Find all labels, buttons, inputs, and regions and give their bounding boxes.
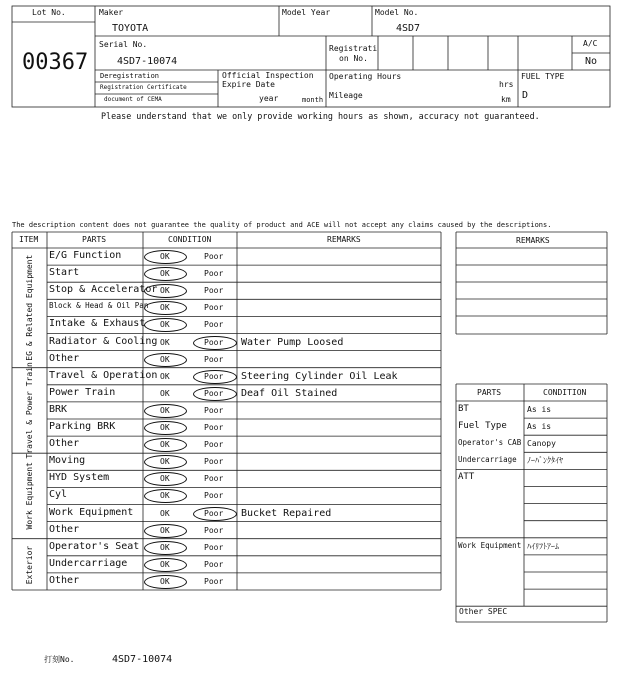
- part-name: Radiator & Cooling: [49, 335, 158, 347]
- registration-label-2: on No.: [339, 54, 368, 63]
- condition-poor[interactable]: Poor: [204, 405, 224, 415]
- parts-col-header: PARTS: [477, 388, 502, 397]
- model-no-value: 4SD7: [396, 23, 421, 34]
- condition-value: ﾊｲﾘﾌﾄｱｰﾑ: [527, 541, 559, 551]
- condition-poor[interactable]: Poor: [204, 388, 224, 398]
- part-label: ATT: [458, 472, 475, 483]
- condition-value: As is: [527, 405, 552, 414]
- right-remarks-title: REMARKS: [516, 236, 550, 245]
- part-name: Other: [49, 574, 80, 586]
- condition-col-header: CONDITION: [543, 388, 587, 397]
- condition-poor[interactable]: Poor: [204, 525, 224, 535]
- condition-poor[interactable]: Poor: [204, 559, 224, 569]
- condition-ok[interactable]: OK: [160, 405, 170, 415]
- condition-poor[interactable]: Poor: [204, 542, 224, 552]
- engine-no-label: 打刻No.: [44, 655, 75, 664]
- engine-no-value: 4SD7-10074: [112, 654, 173, 665]
- condition-ok[interactable]: OK: [160, 542, 170, 552]
- ac-label: A/C: [583, 39, 598, 48]
- part-name: Start: [49, 267, 80, 279]
- inspection-label-1: Official Inspection: [222, 71, 314, 80]
- maker-value: TOYOTA: [112, 23, 149, 34]
- condition-ok[interactable]: OK: [160, 576, 170, 586]
- part-label: Fuel Type: [458, 421, 507, 432]
- condition-poor[interactable]: Poor: [204, 337, 224, 347]
- condition-value: Canopy: [527, 439, 556, 449]
- condition-ok[interactable]: OK: [160, 508, 170, 518]
- condition-ok[interactable]: OK: [160, 474, 170, 484]
- condition-ok[interactable]: OK: [160, 423, 170, 432]
- condition-ok[interactable]: OK: [160, 303, 170, 313]
- condition-poor[interactable]: Poor: [204, 474, 224, 484]
- condition-poor[interactable]: Poor: [204, 491, 224, 501]
- remarks-text: Bucket Repaired: [241, 507, 332, 519]
- condition-poor[interactable]: Poor: [204, 269, 224, 279]
- lot-label: Lot No.: [32, 8, 66, 17]
- model-no-label: Model No.: [375, 8, 419, 17]
- inspection-label-2: Expire Date: [222, 80, 275, 89]
- km-label: km: [501, 95, 511, 104]
- part-label: Undercarriage: [458, 455, 517, 465]
- condition-poor[interactable]: Poor: [204, 354, 224, 364]
- disclaimer: The description content does not guarantee the quality of product and ACE will not accept any claims caused by the descriptions.: [12, 221, 552, 229]
- condition-ok[interactable]: OK: [160, 269, 170, 279]
- condition-poor[interactable]: Poor: [204, 576, 224, 586]
- condition-ok[interactable]: OK: [160, 337, 170, 347]
- condition-poor[interactable]: Poor: [204, 440, 224, 450]
- condition-poor[interactable]: Poor: [204, 303, 224, 313]
- ac-value: No: [585, 56, 598, 67]
- lot-number: 00367: [22, 50, 89, 75]
- part-name: Operator's Seat: [49, 540, 140, 552]
- remarks-text: Water Pump Loosed: [241, 336, 344, 348]
- part-name: Undercarriage: [49, 557, 128, 569]
- other-spec-label: Other SPEC: [459, 607, 508, 616]
- group-label: Work Equipment: [24, 462, 34, 530]
- condition-poor[interactable]: Poor: [204, 286, 224, 296]
- part-label: Operator's CAB: [458, 438, 522, 448]
- fuel-type-value: D: [522, 90, 529, 101]
- condition-ok[interactable]: OK: [160, 371, 170, 381]
- hrs-label: hrs: [499, 80, 514, 89]
- condition-poor[interactable]: Poor: [204, 508, 224, 518]
- serial-label: Serial No.: [99, 40, 148, 49]
- remarks-text: Steering Cylinder Oil Leak: [241, 370, 398, 382]
- mileage-label: Mileage: [329, 91, 363, 100]
- condition-poor[interactable]: Poor: [204, 252, 224, 261]
- month-label: month: [302, 96, 324, 104]
- hours-note: Please understand that we only provide working hours as shown, accuracy not guaranteed.: [101, 111, 540, 121]
- condition-ok[interactable]: OK: [160, 525, 170, 535]
- condition-ok[interactable]: OK: [160, 491, 170, 501]
- maker-label: Maker: [99, 8, 124, 17]
- part-name: Other: [49, 438, 80, 450]
- part-label: BT: [458, 404, 469, 414]
- registration-cert-label: Registration Certificate: [100, 84, 187, 91]
- condition-ok[interactable]: OK: [160, 388, 170, 398]
- part-label: Work Equipment: [458, 540, 522, 550]
- part-name: BRK: [49, 403, 68, 415]
- part-name: Travel & Operation: [49, 369, 158, 381]
- year-label: year: [259, 94, 279, 103]
- part-name: Other: [49, 352, 80, 364]
- condition-poor[interactable]: Poor: [204, 423, 224, 432]
- col-condition-header: CONDITION: [168, 235, 212, 244]
- condition-ok[interactable]: OK: [160, 354, 170, 364]
- part-name: HYD System: [49, 472, 110, 484]
- part-name: Other: [49, 523, 80, 535]
- col-item-header: ITEM: [19, 235, 39, 244]
- model-year-label: Model Year: [282, 8, 331, 17]
- col-remarks-header: REMARKS: [327, 235, 361, 244]
- part-name: Block & Head & Oil Pan: [49, 301, 149, 311]
- condition-value: ﾉｰﾊﾞﾝｸﾀｲﾔ: [527, 456, 563, 466]
- condition-poor[interactable]: Poor: [204, 457, 224, 467]
- operating-hours-label: Operating Hours: [329, 72, 402, 81]
- part-name: Cyl: [49, 489, 68, 501]
- group-label: EG & Related Equipment: [24, 254, 34, 361]
- serial-value: 4SD7-10074: [117, 56, 178, 67]
- condition-ok[interactable]: OK: [160, 457, 170, 467]
- part-name: Stop & Accelerator: [49, 284, 158, 296]
- remarks-text: Deaf Oil Stained: [241, 387, 338, 399]
- col-parts-header: PARTS: [82, 235, 107, 244]
- part-name: Work Equipment: [49, 506, 134, 518]
- group-label: Travel & Power Train: [24, 362, 34, 459]
- part-name: Intake & Exhaust: [49, 318, 146, 330]
- condition-ok[interactable]: OK: [160, 252, 170, 261]
- deregistration-label: Deregistration: [100, 72, 160, 80]
- condition-poor[interactable]: Poor: [204, 320, 224, 330]
- part-name: Power Train: [49, 386, 116, 398]
- part-name: E/G Function: [49, 250, 122, 261]
- registration-label-1: Registrati: [329, 44, 378, 53]
- condition-ok[interactable]: OK: [160, 320, 170, 330]
- condition-ok[interactable]: OK: [160, 559, 170, 569]
- group-label: Exterior: [24, 545, 34, 584]
- part-name: Moving: [49, 455, 86, 467]
- condition-ok[interactable]: OK: [160, 286, 170, 296]
- fuel-type-label: FUEL TYPE: [521, 72, 565, 81]
- cema-label: document of CEMA: [104, 96, 162, 103]
- condition-ok[interactable]: OK: [160, 440, 170, 450]
- condition-poor[interactable]: Poor: [204, 371, 224, 381]
- part-name: Parking BRK: [49, 421, 116, 432]
- condition-value: As is: [527, 422, 552, 432]
